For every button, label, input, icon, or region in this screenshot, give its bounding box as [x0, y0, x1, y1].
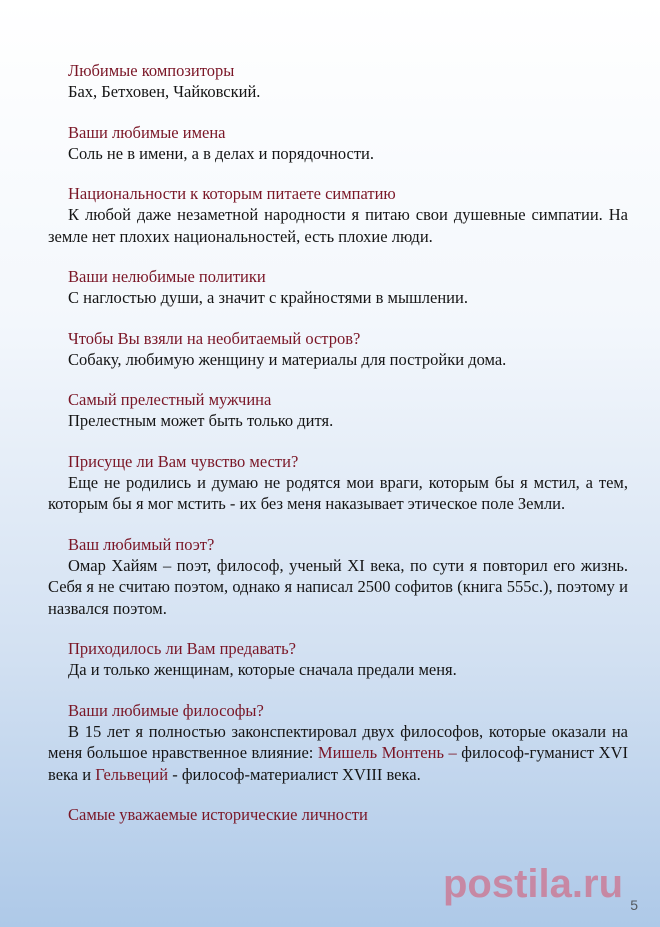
- qa-block: [48, 389, 628, 432]
- question: Ваши любимые имена: [68, 122, 226, 142]
- qa-block: [48, 451, 628, 515]
- answer-text: философ-гуманист XVI века и: [48, 743, 628, 784]
- qa-block: [48, 266, 628, 309]
- answer: Собаку, любимую женщину и материалы для постройки дома.: [68, 349, 507, 369]
- answer-text: В 15 лет я полностью законспектировал двух философов, которые оказали на меня большое нравственное влияние:: [48, 721, 628, 762]
- answer: Бах, Бетховен, Чайковский.: [68, 82, 261, 101]
- highlighted-name: Мишель Монтень –: [317, 743, 457, 762]
- qa-block: [48, 638, 628, 681]
- qa-block: [48, 183, 628, 247]
- question: Ваши нелюбимые политики: [68, 267, 266, 286]
- qa-block: [48, 700, 628, 786]
- page-number: 5: [630, 897, 638, 913]
- question: Ваши любимые философы?: [68, 700, 264, 720]
- question: Приходилось ли Вам предавать?: [68, 639, 297, 658]
- answer-text: - философ-материалист XVIII века.: [168, 764, 421, 784]
- answer: Соль не в имени, а в делах и порядочности.: [68, 143, 375, 163]
- question: Самые уважаемые исторические личности: [68, 805, 368, 824]
- qa-block: [48, 328, 628, 371]
- highlighted-name: Гельвеций: [95, 764, 169, 784]
- question: Присуще ли Вам чувство мести?: [68, 451, 299, 471]
- answer: С наглостью души, а значит с крайностями в мышлении.: [68, 288, 468, 307]
- qa-block: [48, 60, 628, 103]
- answer: [48, 721, 628, 786]
- qa-block: [48, 804, 628, 825]
- document-body: [48, 60, 628, 844]
- question: Чтобы Вы взяли на необитаемый остров?: [68, 328, 361, 348]
- question: Национальности к которым питаете симпатию: [68, 184, 396, 203]
- answer: К любой даже незаметной народности я питаю свои душевные симпатии. На земле нет плохих национальностей, есть плохие люди.: [48, 205, 628, 246]
- answer: Еще не родились и думаю не родятся мои враги, которым бы я мстил, а тем, которым бы я мог мстить - их без меня наказывает этическое поле Земли.: [48, 472, 628, 513]
- question: Ваш любимый поэт?: [68, 534, 215, 554]
- watermark-logo: postila.ru: [443, 862, 624, 906]
- question: Любимые композиторы: [68, 61, 235, 80]
- qa-block: [48, 122, 628, 165]
- question: Самый прелестный мужчина: [68, 390, 272, 409]
- answer: Да и только женщинам, которые сначала предали меня.: [68, 660, 457, 679]
- answer: Омар Хайям – поэт, философ, ученый XI века, по сути я повторил его жизнь. Себя я не считаю поэтом, однако я написал 2500 софитов (книга 555с.), поэтому и назвался поэтом.: [48, 555, 628, 618]
- qa-block: [48, 534, 628, 620]
- answer: Прелестным может быть только дитя.: [68, 411, 334, 430]
